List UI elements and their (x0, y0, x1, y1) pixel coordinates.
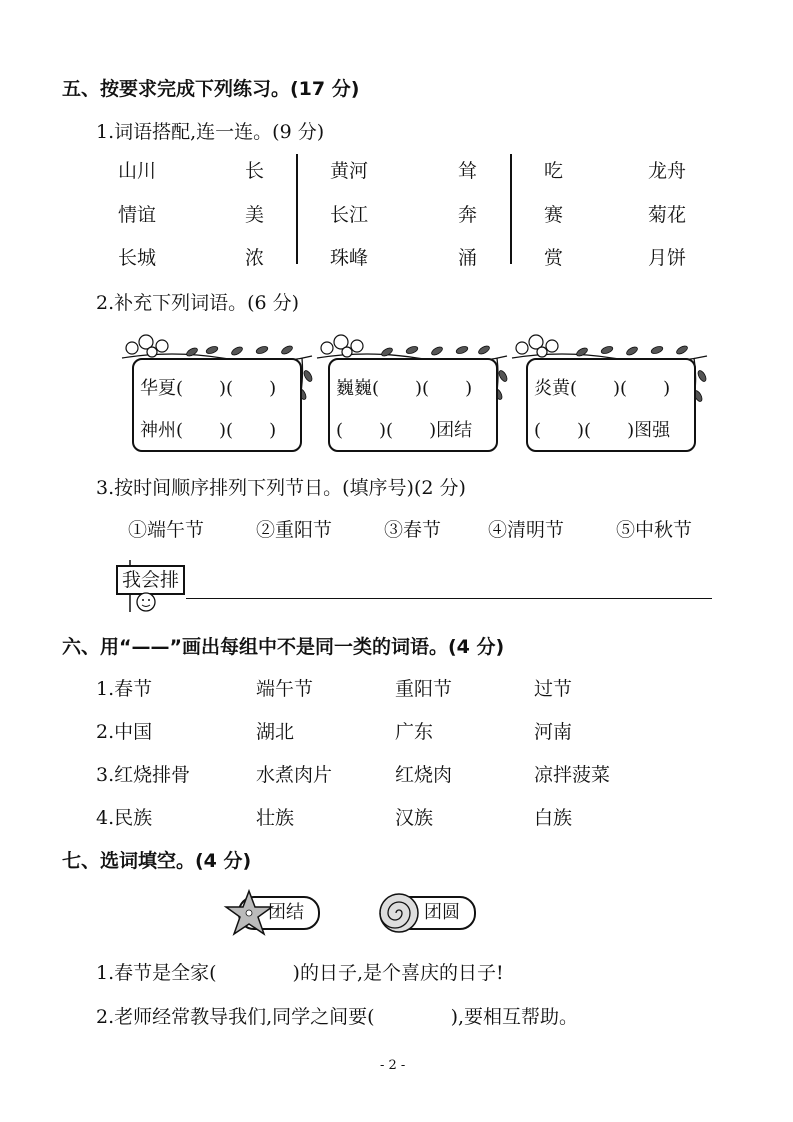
choice-bubble-2: 团圆 (394, 896, 476, 930)
seashell-icon (376, 890, 422, 936)
match-word: 耸 (458, 160, 478, 182)
sign-label: 我会排 (116, 565, 185, 595)
match-word: 赏 (544, 247, 564, 269)
list-item: 3.红烧排骨 (96, 764, 191, 786)
list-item: 白族 (534, 807, 573, 829)
q3-title: 3.按时间顺序排列下列节日。(填序号)(2 分) (96, 477, 466, 499)
match-word: 长 (245, 160, 265, 182)
card-line: 神州( )( ) (140, 420, 277, 441)
match-word: 奔 (458, 204, 478, 226)
card-line: 巍巍( )( ) (336, 378, 473, 399)
divider (510, 154, 512, 264)
smiley-sign-icon (112, 560, 172, 616)
section-6-title: 六、用“——”画出每组中不是同一类的词语。(4 分) (62, 636, 505, 658)
list-item: 凉拌菠菜 (534, 764, 611, 786)
match-word: 长城 (118, 247, 157, 269)
card-line: ( )( )团结 (336, 420, 473, 441)
festival-option: ⑤中秋节 (616, 519, 693, 541)
card-line: 华夏( )( ) (140, 378, 277, 399)
festival-option: ①端午节 (128, 519, 205, 541)
word-card-3 (526, 358, 696, 452)
match-word: 长江 (330, 204, 369, 226)
list-item: 过节 (534, 678, 573, 700)
divider (296, 154, 298, 264)
card-line: 炎黄( )( ) (534, 378, 671, 399)
word-card-2 (328, 358, 498, 452)
fill-sentence-1: 1.春节是全家( )的日子,是个喜庆的日子! (96, 962, 504, 984)
list-item: 1.春节 (96, 678, 153, 700)
match-word: 浓 (245, 247, 265, 269)
list-item: 2.中国 (96, 721, 153, 743)
word-card-1 (132, 358, 302, 452)
match-word: 美 (245, 204, 265, 226)
section-5-title: 五、按要求完成下列练习。(17 分) (62, 78, 360, 100)
list-item: 重阳节 (395, 678, 453, 700)
match-word: 龙舟 (648, 160, 687, 182)
match-word: 月饼 (648, 247, 687, 269)
festival-option: ②重阳节 (256, 519, 333, 541)
starfish-icon (222, 888, 276, 938)
list-item: 河南 (534, 721, 573, 743)
match-word: 黄河 (330, 160, 369, 182)
list-item: 汉族 (395, 807, 434, 829)
match-word: 吃 (544, 160, 564, 182)
list-item: 端午节 (256, 678, 314, 700)
section-7-title: 七、选词填空。(4 分) (62, 850, 252, 872)
list-item: 红烧肉 (395, 764, 453, 786)
match-word: 赛 (544, 204, 564, 226)
card-line: ( )( )图强 (534, 420, 671, 441)
list-item: 4.民族 (96, 807, 153, 829)
page-number: - 2 - (380, 1058, 406, 1073)
list-item: 湖北 (256, 721, 295, 743)
festival-option: ④清明节 (488, 519, 565, 541)
answer-line[interactable] (186, 598, 712, 599)
match-word: 山川 (118, 160, 157, 182)
match-word: 情谊 (118, 204, 157, 226)
match-word: 珠峰 (330, 247, 369, 269)
list-item: 水煮肉片 (256, 764, 333, 786)
fill-sentence-2: 2.老师经常教导我们,同学之间要( ),要相互帮助。 (96, 1006, 579, 1028)
list-item: 广东 (395, 721, 434, 743)
match-word: 菊花 (648, 204, 687, 226)
match-word: 涌 (458, 247, 478, 269)
choice-bubble-1: 团结 (238, 896, 320, 930)
festival-option: ③春节 (384, 519, 442, 541)
q2-title: 2.补充下列词语。(6 分) (96, 292, 300, 314)
list-item: 壮族 (256, 807, 295, 829)
q1-title: 1.词语搭配,连一连。(9 分) (96, 121, 325, 143)
